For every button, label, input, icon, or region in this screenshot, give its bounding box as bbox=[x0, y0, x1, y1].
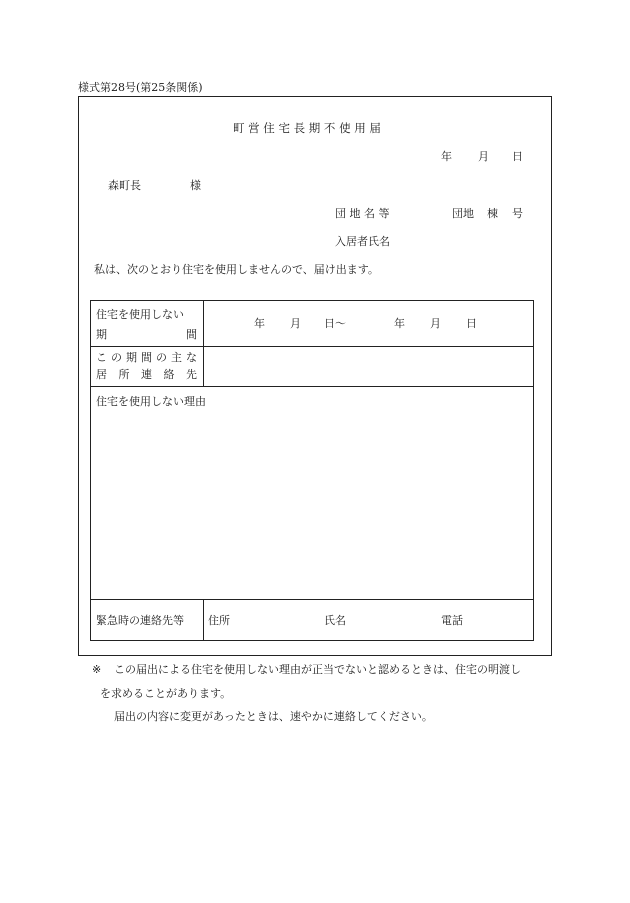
period-label-line2: 期 間 bbox=[96, 328, 197, 341]
column-divider bbox=[203, 599, 204, 640]
emergency-name-label: 氏名 bbox=[324, 614, 346, 627]
resident-name-label: 入居者氏名 bbox=[335, 235, 390, 248]
statement: 私は、次のとおり住宅を使用しませんので、届け出ます。 bbox=[94, 263, 379, 276]
form-number: 様式第28号(第25条関係) bbox=[78, 81, 203, 94]
note-mark: ※ bbox=[92, 663, 102, 676]
emergency-label: 緊急時の連絡先等 bbox=[96, 614, 184, 627]
column-divider bbox=[203, 301, 204, 386]
date-month: 月 bbox=[478, 150, 489, 163]
contact-label-line2: 居 所 連 絡 先 bbox=[96, 368, 197, 381]
building-label: 棟 bbox=[487, 207, 498, 220]
note-line2: を求めることがあります。 bbox=[100, 687, 232, 700]
reason-label: 住宅を使用しない理由 bbox=[96, 395, 206, 408]
danchi-value: 団地 bbox=[452, 207, 474, 220]
date-day: 日 bbox=[512, 150, 523, 163]
emergency-phone-label: 電話 bbox=[441, 614, 463, 627]
period-start-month: 月 bbox=[290, 317, 301, 330]
emergency-address-label: 住所 bbox=[208, 614, 230, 627]
note-line1: この届出による住宅を使用しない理由が正当でないと認めるときは、住宅の明渡し bbox=[114, 663, 521, 676]
date-year: 年 bbox=[441, 150, 452, 163]
row-divider bbox=[91, 346, 533, 347]
note-line3: 届出の内容に変更があったときは、速やかに連絡してください。 bbox=[114, 710, 433, 723]
period-end-day: 日 bbox=[466, 317, 477, 330]
period-end-month: 月 bbox=[430, 317, 441, 330]
period-start-year: 年 bbox=[254, 317, 265, 330]
unit-label: 号 bbox=[512, 207, 523, 220]
contact-label-line1: こ の 期 間 の 主 な bbox=[96, 351, 197, 364]
danchi-label: 団 地 名 等 bbox=[335, 207, 390, 220]
period-end-year: 年 bbox=[394, 317, 405, 330]
row-divider bbox=[91, 599, 533, 600]
form-title: 町 営 住 宅 長 期 不 使 用 届 bbox=[233, 121, 381, 135]
addressee-name: 森町長 bbox=[108, 179, 141, 192]
addressee-honorific: 様 bbox=[190, 179, 201, 192]
period-label-line1: 住宅を使用しない bbox=[96, 308, 184, 321]
form-table bbox=[90, 300, 534, 641]
row-divider bbox=[91, 386, 533, 387]
period-start-day: 日～ bbox=[324, 317, 346, 330]
